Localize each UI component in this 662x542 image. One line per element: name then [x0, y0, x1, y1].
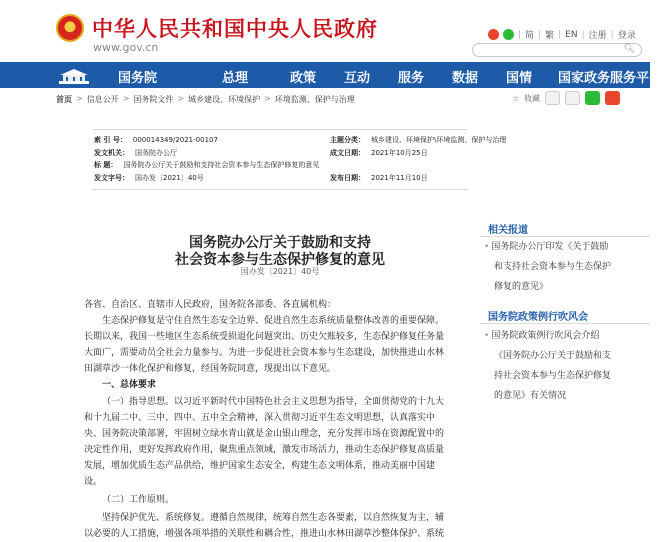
body-line: （一）指导思想。以习近平新时代中国特色社会主义思想为指导，全面贯彻党的十九大 [102, 397, 445, 407]
lang-traditional-link[interactable]: 繁 [545, 31, 555, 41]
body-line: 坚持保护优先、系统修复。遵循自然规律，统筹自然生态各要素，以自然恢复为主，辅 [102, 513, 445, 523]
favorite-icon[interactable]: ☆ [512, 93, 520, 103]
nav-item-gov-service-platform[interactable]: 国家政务服务平台 [558, 71, 662, 86]
share-bar [512, 91, 620, 105]
print-icon[interactable] [545, 91, 560, 105]
title-value: 国务院办公厅关于鼓励和支持社会资本参与生态保护修复的意见 [123, 161, 320, 169]
body-line: 田湖草沙一体化保护和修复，经国务院同意，现提出以下意见。 [84, 364, 337, 374]
register-link[interactable]: 注册 [588, 31, 607, 41]
breadcrumb-env-monitoring[interactable]: 环境监测、保护与治理 [274, 95, 355, 104]
body-line: 决定性作用，更好发挥政府作用，聚焦重点领域，激发市场活力，推动生态保护修复高质量 [84, 445, 445, 455]
body-line: 生态保护修复是守住自然生态安全边界、促进自然生态系统质量整体改善的重要保障。 [102, 316, 445, 326]
site-url: www.gov.cn [93, 41, 159, 54]
lang-simplified-link[interactable]: 简 [525, 31, 535, 41]
document-title-line1: 国务院办公厅关于鼓励和支持 [189, 235, 371, 251]
issuer-value: 国务院办公厅 [135, 149, 177, 157]
doc-number-value: 国办发〔2021〕40号 [135, 174, 204, 182]
doc-number-label: 发文字号： [94, 174, 129, 182]
breadcrumb: 首页 > 信息公开 > 国务院文件 > 城乡建设、环境保护 > 环境监测、保护与治理 [56, 94, 355, 104]
section-heading: 一、总体要求 [102, 380, 157, 390]
breadcrumb-home[interactable]: 首页 [56, 95, 72, 104]
search-icon[interactable]: 🔍︎ [623, 44, 635, 54]
breadcrumb-urban-environment[interactable]: 城乡建设、环境保护 [188, 95, 261, 104]
written-date-label: 成文日期： [330, 149, 365, 157]
related-link-cont[interactable]: 和支持社会资本参与生态保护 [494, 262, 612, 272]
top-links: | 简 | 繁 | EN | 注册 | 登录 [488, 28, 636, 41]
addressee: 各省、自治区、直辖市人民政府，国务院各部委、各直属机构： [84, 300, 337, 310]
favorite-button[interactable]: 收藏 [524, 93, 541, 103]
briefing-link-cont[interactable]: 持社会资本参与生态保护修复 [494, 371, 612, 381]
index-number-label: 索 引 号： [94, 136, 127, 144]
body-line: 大面广，需要动员全社会力量参与。为进一步促进社会资本参与生态建设，加快推进山水林 [84, 348, 445, 358]
nav-item-policy[interactable]: 政策 [290, 71, 317, 86]
document-number: 国办发〔2021〕40号 [240, 267, 320, 276]
nav-item-premier[interactable]: 总理 [222, 71, 249, 86]
lang-en-link[interactable]: EN [565, 29, 578, 40]
wechat-icon[interactable] [503, 29, 514, 40]
title-label: 标 题： [94, 161, 118, 169]
body-line: 以必要的人工措施，增强各项举措的关联性和耦合性，推进山水林田湖草沙整体保护、系统 [84, 529, 445, 539]
search-input[interactable] [472, 43, 642, 57]
briefing-link[interactable]: • 国务院政策例行吹风会介绍 [484, 331, 600, 341]
related-link[interactable]: • 国务院办公厅印发《关于鼓励 [484, 242, 609, 252]
nav-item-services[interactable]: 服务 [398, 71, 425, 86]
national-emblem-icon[interactable] [56, 14, 84, 42]
home-icon[interactable] [56, 64, 92, 86]
related-link-cont[interactable]: 修复的意见》 [494, 282, 549, 292]
document-title-line2: 社会资本参与生态保护修复的意见 [175, 252, 385, 268]
related-reports-heading[interactable]: 相关报道 [488, 225, 528, 236]
email-icon[interactable] [565, 91, 580, 105]
briefing-link-cont[interactable]: 《国务院办公厅关于鼓励和支 [494, 351, 612, 361]
issuer-label: 发文机关： [94, 149, 129, 157]
nav-item-data[interactable]: 数据 [452, 71, 479, 86]
document-metadata [92, 129, 507, 190]
wechat-share-icon[interactable] [585, 91, 600, 105]
written-date-value: 2021年10月25日 [371, 149, 428, 157]
nav-item-state-council[interactable]: 国务院 [118, 71, 158, 86]
site-header [0, 0, 650, 62]
login-link[interactable]: 登录 [617, 31, 636, 41]
site-title[interactable]: 中华人民共和国中央人民政府 [92, 17, 378, 41]
body-line: 和十九届二中、三中、四中、五中全会精神，深入贯彻习近平生态文明思想，认真落实中 [84, 413, 436, 423]
topic-value: 城乡建设、环境保护\环境监测、保护与治理 [371, 136, 507, 144]
main-nav [0, 62, 662, 88]
nav-item-national-info[interactable]: 国情 [506, 71, 533, 86]
publish-date-label: 发布日期： [330, 174, 365, 182]
publish-date-value: 2021年11月10日 [371, 174, 428, 182]
body-line: 央、国务院决策部署，牢固树立绿水青山就是金山银山理念，充分发挥市场在资源配置中的 [84, 429, 445, 439]
topic-label: 主题分类： [330, 136, 365, 144]
briefing-link-cont[interactable]: 的意见》有关情况 [494, 391, 567, 401]
index-number-value: 000014349/2021-00107 [132, 136, 218, 144]
policy-briefing-heading[interactable]: 国务院政策例行吹风会 [488, 312, 588, 323]
weibo-share-icon[interactable] [605, 91, 620, 105]
breadcrumb-state-council-docs[interactable]: 国务院文件 [133, 95, 174, 104]
weibo-icon[interactable] [488, 29, 499, 40]
nav-item-interaction[interactable]: 互动 [344, 71, 371, 86]
body-line: 长期以来，我国一些地区生态系统受损退化问题突出、历史欠账较多，生态保护修复任务量 [84, 332, 445, 342]
body-line: 发展，增加优质生态产品供给，维护国家生态安全，构建生态文明体系，推动美丽中国建 [84, 461, 436, 471]
body-line: 设。 [84, 477, 103, 487]
subsection-heading: （二）工作原则。 [102, 495, 175, 505]
breadcrumb-info-public[interactable]: 信息公开 [86, 95, 119, 104]
